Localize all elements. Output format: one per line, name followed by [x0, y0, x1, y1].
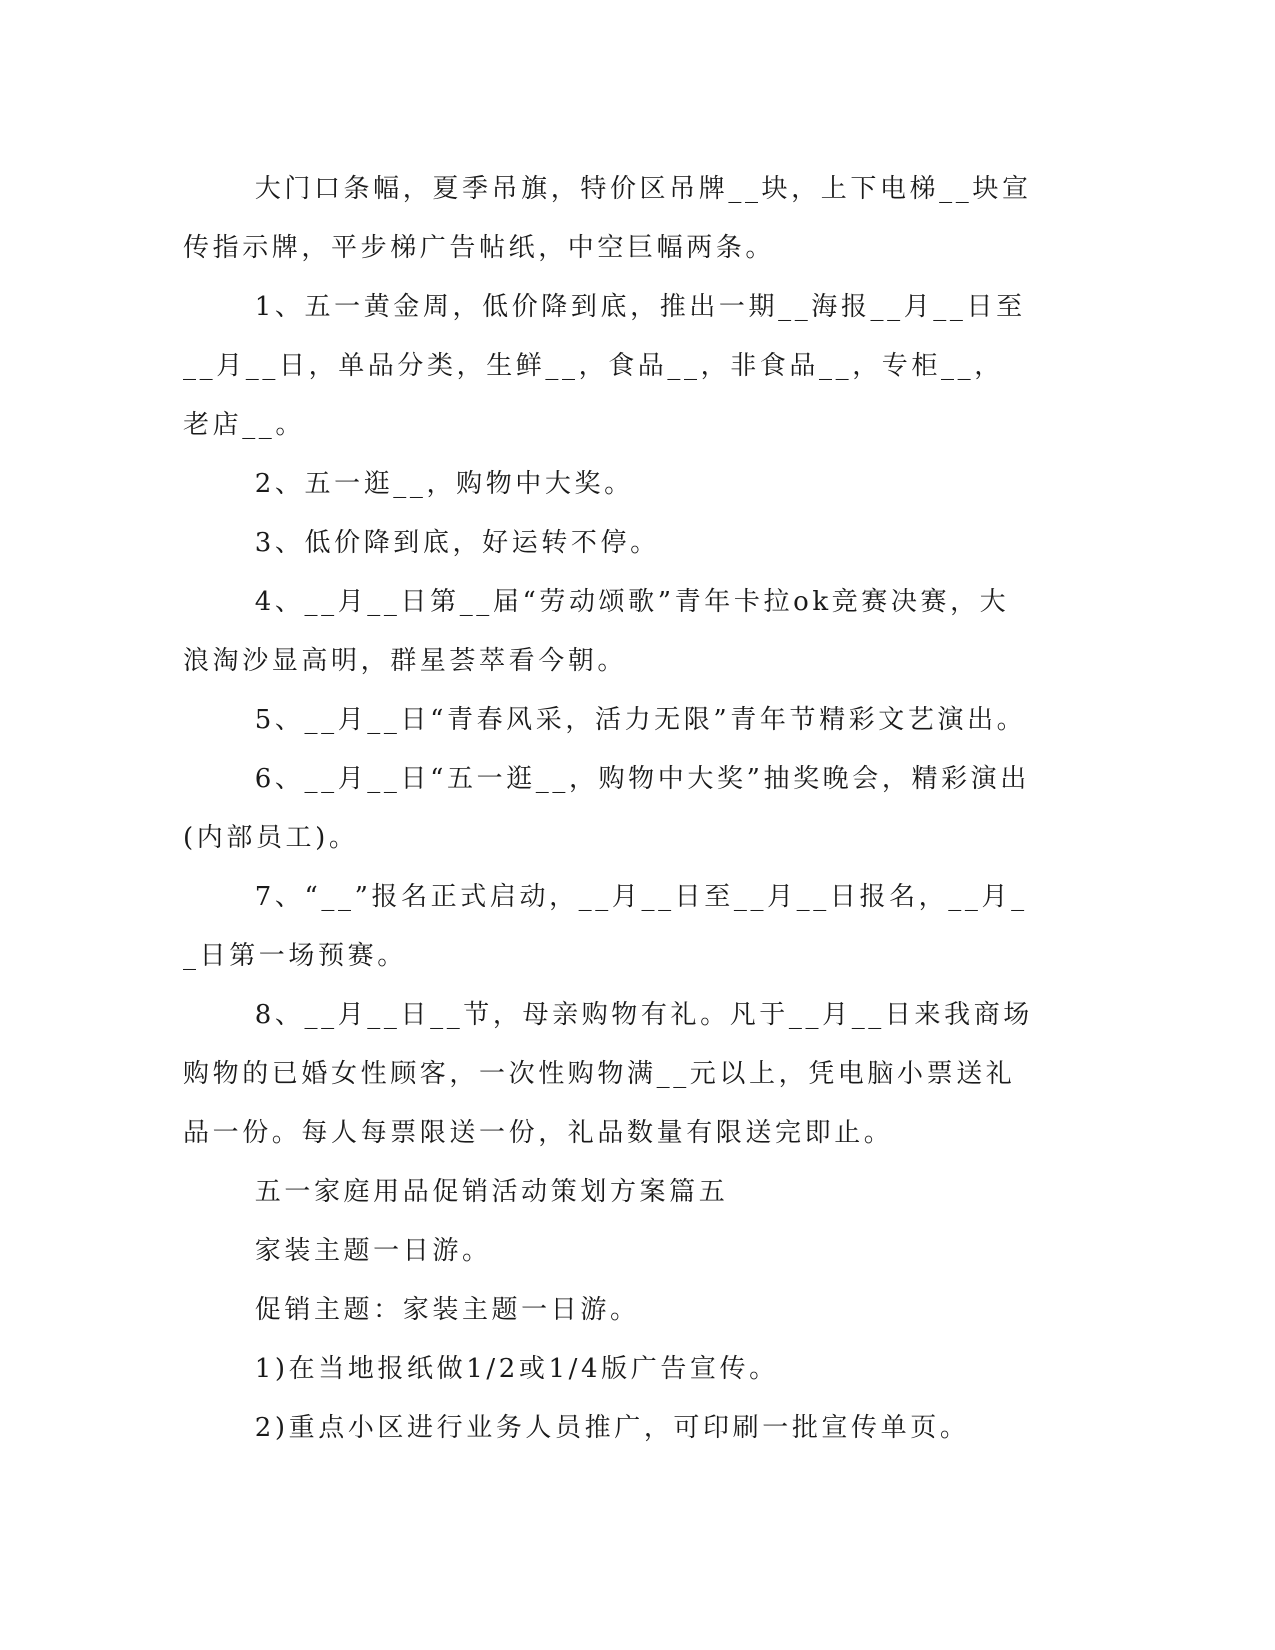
paragraph-item-4: 4、__月__日第__届“劳动颂歌”青年卡拉ok竞赛决赛，大浪淘沙显高明，群星荟萃看今朝。 [183, 587, 1010, 676]
section-heading: 五一家庭用品促销活动策划方案篇五 [254, 1177, 729, 1207]
paragraph-item-7: 7、“__”报名正式启动，__月__日至__月__日报名，__月__日第一场预赛。 [183, 882, 1028, 971]
paragraph-promo-theme: 促销主题：家装主题一日游。 [254, 1295, 640, 1325]
paragraph-item-5: 5、__月__日“青春风采，活力无限”青年节精彩文艺演出。 [254, 705, 1027, 735]
document-body [183, 160, 1033, 1458]
paragraph-item-8: 8、__月__日__节，母亲购物有礼。凡于__月__日来我商场购物的已婚女性顾客，一次性购物满__元以上，凭电脑小票送礼品一份。每人每票限送一份，礼品数量有限送完即止。 [183, 1000, 1033, 1148]
paragraph-item-6: 6、__月__日“五一逛__，购物中大奖”抽奖晚会，精彩演出(内部员工)。 [183, 764, 1030, 853]
paragraph-signage: 大门口条幅，夏季吊旗，特价区吊牌__块，上下电梯__块宣传指示牌，平步梯广告帖纸，中空巨幅两条。 [183, 174, 1032, 263]
paragraph-theme: 家装主题一日游。 [254, 1236, 492, 1266]
paragraph-item-3: 3、低价降到底，好运转不停。 [254, 528, 660, 558]
paragraph-step-2: 2)重点小区进行业务人员推广，可印刷一批宣传单页。 [254, 1413, 970, 1443]
paragraph-item-2: 2、五一逛__，购物中大奖。 [254, 469, 634, 499]
paragraph-step-1: 1)在当地报纸做1/2或1/4版广告宣传。 [254, 1354, 779, 1384]
paragraph-item-1: 1、五一黄金周，低价降到底，推出一期__海报__月__日至__月__日，单品分类，生鲜__，食品__，非食品__，专柜__，老店__。 [183, 292, 1026, 440]
